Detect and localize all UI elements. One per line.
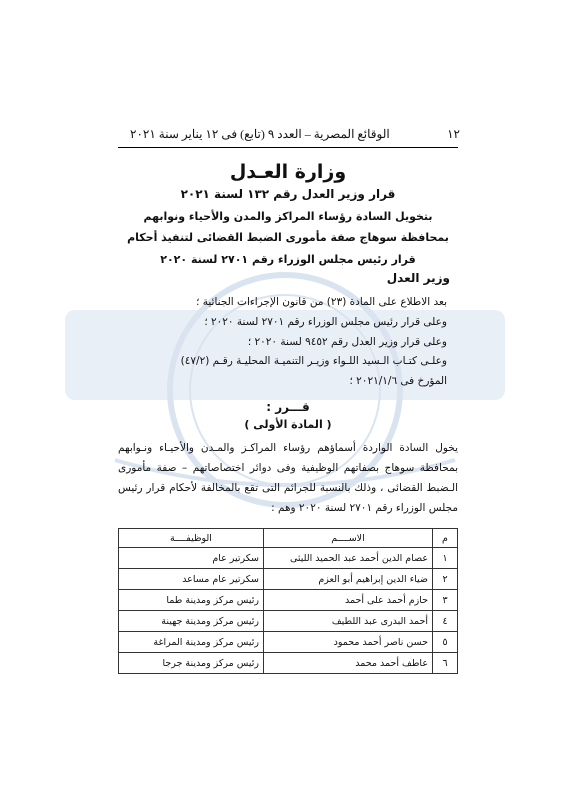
header-name: الاســــم	[264, 529, 433, 548]
row-job: سكرتير عام	[119, 548, 264, 569]
topic-line: بتخويل السادة رؤساء المراكز والمدن والأحياء ونوابهم	[143, 210, 433, 223]
table-row	[119, 569, 458, 590]
decided-heading: قـــرر :	[266, 400, 310, 414]
row-name: حازم أحمد على أحمد	[264, 590, 433, 611]
row-name: حسن ناصر أحمد محمود	[264, 632, 433, 653]
table-row	[119, 632, 458, 653]
table-row	[119, 653, 458, 674]
running-header	[130, 124, 460, 144]
table-row	[119, 548, 458, 569]
decision-title: قرار وزير العدل رقم ١٣٢ لسنة ٢٠٢١	[180, 187, 396, 201]
row-num: ١	[433, 548, 458, 569]
preamble-line: وعلى قرار وزير العدل رقم ٩٤٥٢ لسنة ٢٠٢٠ ؛	[247, 336, 447, 348]
preamble-line: وعلـى كتـاب الـسيد اللـواء وزيـر التنميـة المحليـة رقـم (٤٧/٢)	[180, 355, 447, 367]
row-num: ٤	[433, 611, 458, 632]
row-job: رئيس مركز ومدينة المراغة	[119, 632, 264, 653]
table-row	[119, 611, 458, 632]
row-job: رئيس مركز ومدينة جرجا	[119, 653, 264, 674]
row-name: ضياء الدين إبراهيم أبو العزم	[264, 569, 433, 590]
row-name: أحمد البدرى عبد اللطيف	[264, 611, 433, 632]
row-job: رئيس مركز ومدينة طما	[119, 590, 264, 611]
header-num: م	[433, 529, 458, 548]
row-name: عاطف أحمد محمد	[264, 653, 433, 674]
article-text: يخول السادة الواردة أسماؤهم رؤساء المراكـز والمـدن والأحيـاء ونـوابهم بمحافظة سوهاج بصفاتهم الوظيفية وفى دوائر اختصاصاتهم – صفة مأمورى الـضبط القضائى ، وذلك بالنسبة للجرائم التى تقع بالمخالفة لأحكام قرار رئيس مجلس الوزراء رقم ٢٧٠١ لسنة ٢٠٢٠ وهم :	[118, 442, 458, 514]
table-row	[119, 590, 458, 611]
row-name: عصام الدين أحمد عبد الحميد الليثى	[264, 548, 433, 569]
page-number: ١٢	[447, 126, 460, 141]
preamble-line: المؤرخ فى ٢٠٢١/١/٦ ؛	[349, 375, 447, 387]
row-job: رئيس مركز ومدينة جهينة	[119, 611, 264, 632]
row-num: ٢	[433, 569, 458, 590]
topic-line: قرار رئيس مجلس الوزراء رقم ٢٧٠١ لسنة ٢٠٢٠	[160, 253, 416, 266]
row-num: ٥	[433, 632, 458, 653]
row-num: ٦	[433, 653, 458, 674]
row-num: ٣	[433, 590, 458, 611]
header-job: الوظيفــــة	[119, 529, 264, 548]
table-header-row	[119, 529, 458, 548]
officials-table	[118, 528, 458, 674]
topic-line: بمحافظة سوهاج صفة مأمورى الضبط القضائى لتنفيذ أحكام	[127, 231, 449, 244]
preamble-line: بعد الاطلاع على المادة (٢٣) من قانون الإجراءات الجنائية ؛	[196, 296, 447, 308]
article-title: ( المادة الأولى )	[244, 418, 332, 431]
header-divider	[118, 147, 458, 148]
row-job: سكرتير عام مساعد	[119, 569, 264, 590]
issue-info: الوقائع المصرية – العدد ٩ (تابع) فى ١٢ يناير سنة ٢٠٢١	[130, 126, 390, 141]
preamble-line: وعلى قرار رئيس مجلس الوزراء رقم ٢٧٠١ لسنة ٢٠٢٠ ؛	[204, 316, 447, 328]
minister-label: وزير العدل	[386, 271, 450, 285]
ministry-title: وزارة العـدل	[229, 161, 347, 183]
